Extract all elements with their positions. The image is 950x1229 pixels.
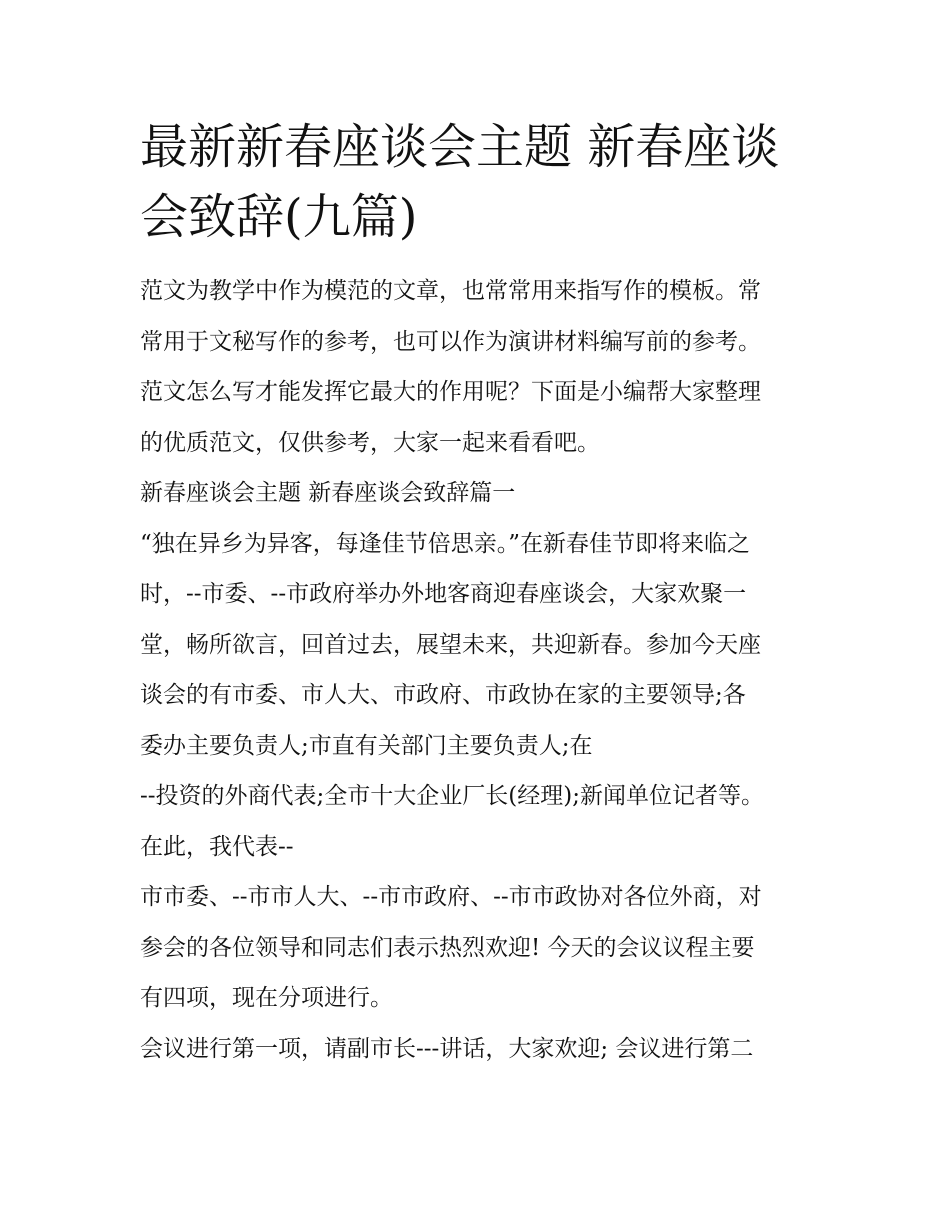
document-content <box>140 112 815 1074</box>
document-title <box>140 112 815 252</box>
body-line: 时，--市委、--市政府举办外地客商迎春座谈会，大家欢聚一 <box>140 581 747 607</box>
body-line: 有四项，现在分项进行。 <box>140 985 393 1011</box>
body-line: “独在异乡为异客，每逢佳节倍思亲。”在新春佳节即将来临之 <box>140 530 751 557</box>
body-line: 谈会的有市委、市人大、市政府、市政协在家的主要领导;各 <box>140 682 746 708</box>
title-line: 会致辞(九篇) <box>140 189 418 245</box>
body-line: 在此，我代表-- <box>140 833 294 860</box>
body-line: 范文怎么写才能发挥它最大的作用呢？下面是小编帮大家整理 <box>140 379 761 405</box>
body-line: 常用于文秘写作的参考，也可以作为演讲材料编写前的参考。 <box>140 328 761 355</box>
body-line: 范文为教学中作为模范的文章，也常常用来指写作的模板。常 <box>140 278 761 304</box>
body-line: 参会的各位领导和同志们表示热烈欢迎! 今天的会议议程主要 <box>140 934 755 961</box>
body-line: 会议进行第一项，请副市长---讲话，大家欢迎; 会议进行第二 <box>140 1035 754 1062</box>
body-line: 市市委、--市市人大、--市市政府、--市市政协对各位外商，对 <box>140 884 762 910</box>
section-heading: 新春座谈会主题 新春座谈会致辞篇一 <box>140 480 516 506</box>
document-body <box>140 266 815 1074</box>
body-line: 的优质范文，仅供参考，大家一起来看看吧。 <box>140 429 600 456</box>
title-line: 最新新春座谈会主题 新春座谈 <box>140 119 780 175</box>
body-line: 委办主要负责人;市直有关部门主要负责人;在 <box>140 732 593 759</box>
body-line: --投资的外商代表;全市十大企业厂长(经理);新闻单位记者等。 <box>140 783 764 809</box>
body-line: 堂，畅所欲言，回首过去，展望未来，共迎新春。参加今天座 <box>140 631 761 658</box>
